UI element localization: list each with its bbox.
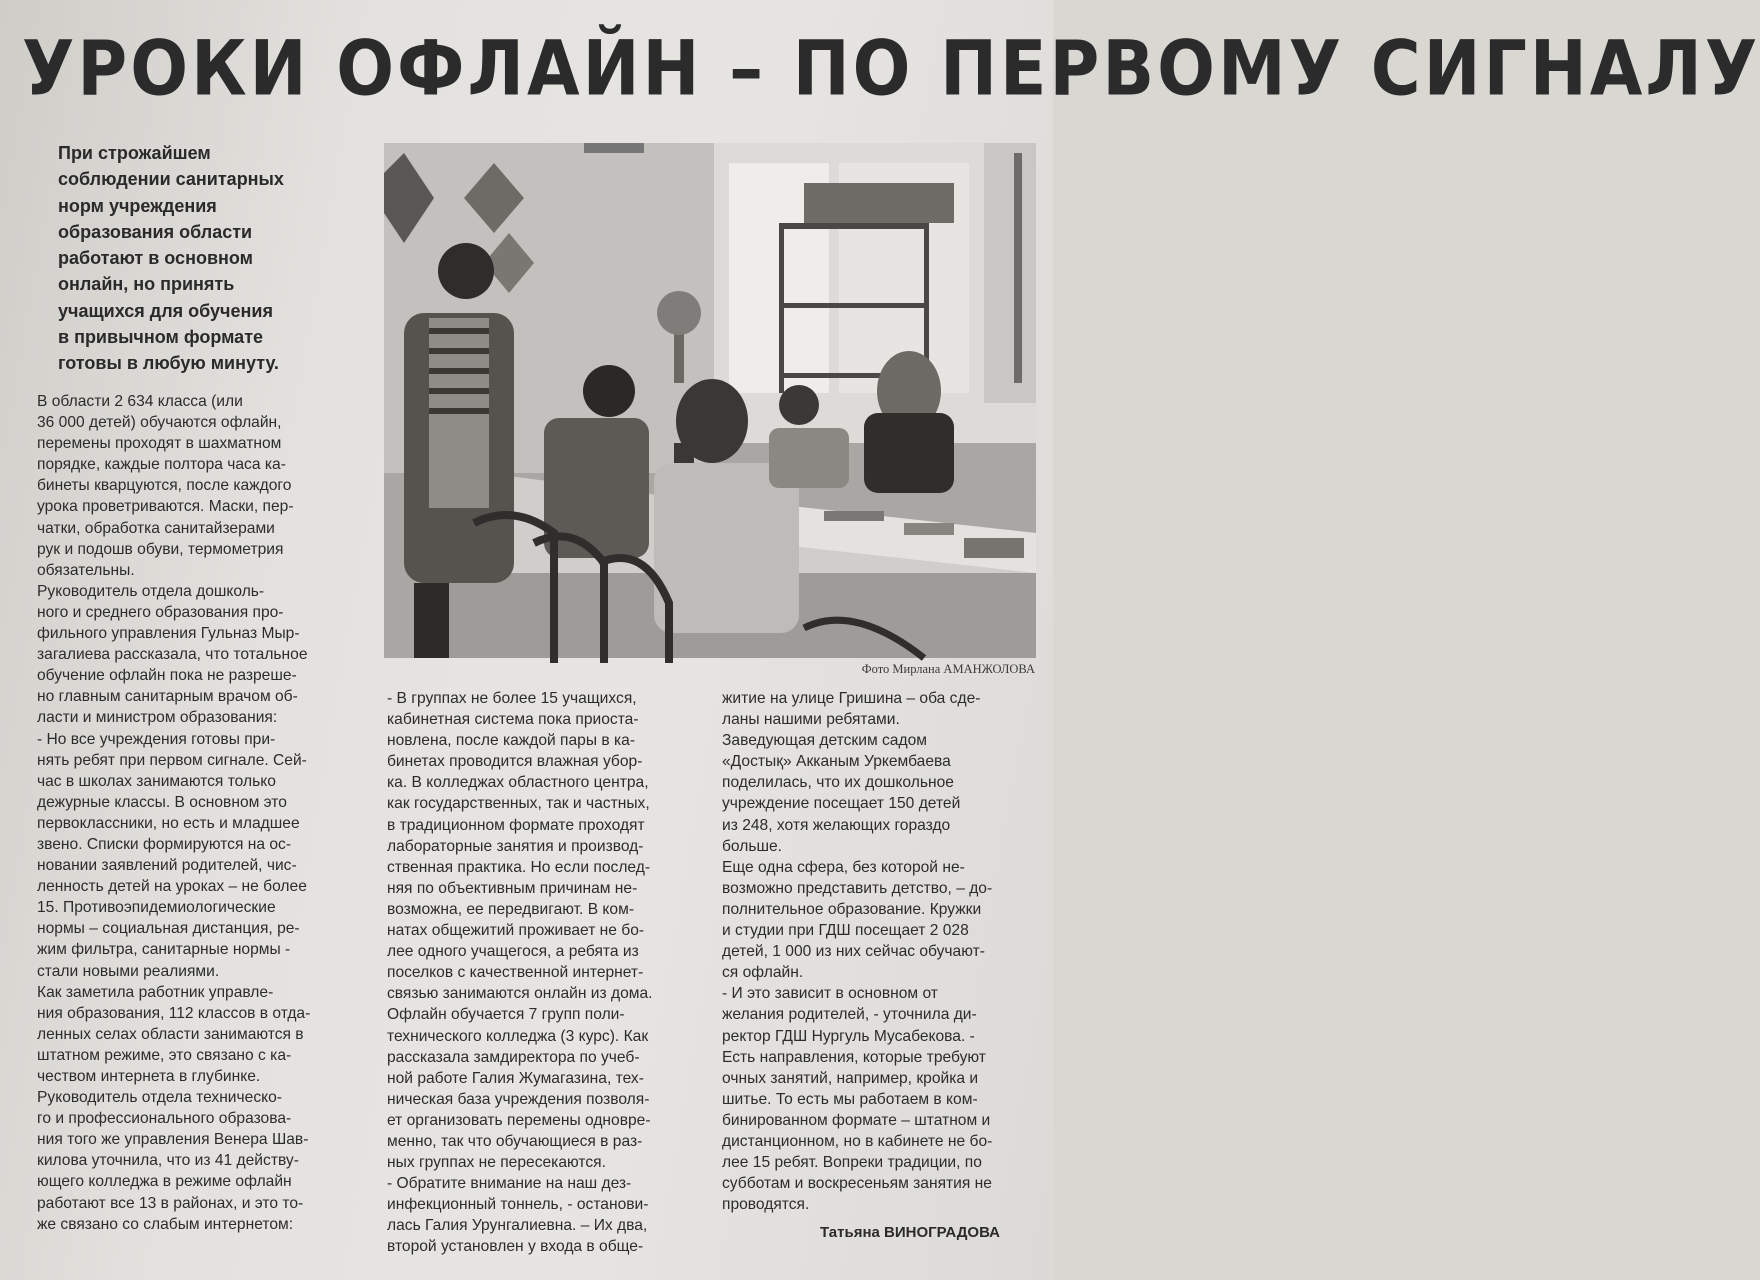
text-line: В области 2 634 класса (или [37, 393, 243, 410]
lead-line: учащихся для обучения [58, 300, 273, 321]
classroom-photo [384, 143, 1036, 658]
text-line: работают все 13 в районах, и это то- [37, 1194, 304, 1212]
text-line: новании заявлений родителей, чис- [37, 857, 297, 875]
text-line: Заведующая детским садом [722, 732, 927, 750]
text-line: связью занимаются онлайн из дома. [387, 985, 653, 1003]
text-line: больше. [722, 837, 782, 855]
text-line: ленность детей на уроках – не более [37, 878, 307, 896]
text-line: жим фильтра, санитарные нормы - [37, 941, 291, 959]
text-line: лабораторные занятия и производ- [387, 837, 644, 855]
text-line: ния того же управления Венера Шав- [37, 1131, 309, 1149]
lead-line: готовы в любую минуту. [58, 353, 279, 374]
text-line: кабинетная система пока приоста- [387, 711, 639, 729]
text-column-1 [37, 391, 359, 1235]
text-line: няя по объективным причинам не- [387, 879, 638, 897]
lead-line: в привычном формате [58, 327, 264, 348]
lead-line: соблюдении санитарных [58, 169, 284, 190]
text-line: ющего колледжа в режиме офлайн [37, 1173, 292, 1191]
text-line: ет организовать перемены одновре- [387, 1111, 651, 1129]
text-line: дежурные классы. В основном это [37, 793, 287, 811]
text-line: обучение офлайн пока не разреше- [37, 667, 297, 685]
text-line: ного и среднего образования про- [37, 603, 284, 621]
text-line: из 248, хотя желающих гораздо [722, 816, 951, 834]
text-line: порядке, каждые полтора часа ка- [37, 456, 286, 474]
text-line: чатки, обработка санитайзерами [37, 519, 275, 537]
text-line: загалиева рассказала, что тотальное [37, 646, 308, 664]
text-line: рассказала замдиректора по учеб- [387, 1048, 640, 1066]
text-line: штатном режиме, это связано с ка- [37, 1046, 292, 1064]
text-line: лась Галия Урунгалиевна. – Их два, [387, 1217, 648, 1235]
text-line: - И это зависит в основном от [722, 985, 938, 1003]
lead-line: работают в основном [58, 248, 253, 269]
text-line: перемены проходят в шахматном [37, 435, 282, 453]
text-line: Есть направления, которые требуют [722, 1048, 986, 1066]
text-line: бинетах проводится влажная убор- [387, 753, 643, 771]
text-line: желания родителей, - уточнила ди- [722, 1006, 977, 1024]
text-line: нять ребят при первом сигнале. Сей- [37, 751, 307, 769]
text-line: ния образования, 112 классов в отда- [37, 1004, 311, 1022]
text-line: менно, так что обучающиеся в раз- [387, 1132, 643, 1150]
text-line: Руководитель отдела дошколь- [37, 582, 265, 600]
text-line: ка. В колледжах областного центра, [387, 774, 649, 792]
text-line: и студии при ГДШ посещает 2 028 [722, 922, 969, 940]
photo-credit: Фото Мирлана АМАНЖОЛОВА [861, 662, 1035, 676]
text-line: 36 000 детей) обучаются офлайн, [37, 414, 282, 432]
lead-line: образования области [58, 221, 253, 242]
text-line: ленных селах области занимаются в [37, 1025, 304, 1043]
text-line: чеством интернета в глубинке. [37, 1068, 261, 1085]
text-line: возможна, ее передвигают. В ком- [387, 900, 635, 918]
text-line: инфекционный тоннель, - останови- [387, 1196, 649, 1214]
text-line: второй установлен у входа в обще- [387, 1238, 644, 1256]
classroom-photo-illustration [384, 143, 1036, 658]
text-line: 15. Противоэпидемиологические [37, 899, 276, 917]
text-line: урока проветриваются. Маски, пер- [37, 498, 294, 516]
text-line: очных занятий, например, кройка и [722, 1069, 979, 1087]
text-line: субботам и воскресеньям занятия не [722, 1175, 992, 1193]
text-line: Еще одна сфера, без которой не- [722, 858, 965, 876]
text-line: ническая база учреждения позволя- [387, 1090, 650, 1108]
text-line: ласти и министром образования: [37, 709, 278, 727]
text-line: ных группах не пересекаются. [387, 1154, 606, 1172]
text-line: дистанционном, но в кабинете не бо- [722, 1132, 993, 1150]
text-line: возможно представить детство, – до- [722, 879, 993, 897]
text-line: рук и подошв обуви, термометрия [37, 540, 284, 558]
text-line: ректор ГДШ Нургуль Мусабекова. - [722, 1027, 975, 1045]
text-line: в традиционном формате проходят [387, 816, 645, 834]
text-line: ся офлайн. [722, 964, 804, 982]
text-line: - Обратите внимание на наш дез- [387, 1175, 632, 1193]
text-line: шитье. То есть мы работаем в ком- [722, 1090, 978, 1108]
lead-line: При строжайшем [58, 143, 211, 163]
text-line: «Достық» Акканым Уркембаева [722, 753, 951, 771]
text-line: бинеты кварцуются, после каждого [37, 477, 292, 495]
text-line: стали новыми реалиями. [37, 962, 220, 980]
text-column-2 [387, 688, 693, 1258]
text-line: поселков с качественной интернет- [387, 964, 644, 982]
text-line: обязательны. [37, 561, 135, 579]
lead-line: норм учреждения [58, 195, 217, 216]
text-line: же связано со слабым интернетом: [37, 1215, 294, 1233]
text-line: натах общежитий проживает не бо- [387, 922, 645, 940]
text-line: фильного управления Гульназ Мыр- [37, 625, 300, 643]
text-line: нормы – социальная дистанция, ре- [37, 920, 300, 938]
text-line: звено. Списки формируются на ос- [37, 835, 292, 853]
text-line: Руководитель отдела техническо- [37, 1089, 282, 1107]
text-line: лее одного учащегося, а ребята из [387, 943, 639, 961]
text-line: первоклассники, но есть и младшее [37, 814, 300, 832]
text-line: учреждение посещает 150 детей [722, 795, 961, 813]
text-line: но главным санитарным врачом об- [37, 688, 298, 706]
text-line: килова уточнила, что из 41 действу- [37, 1152, 299, 1170]
article-headline: УРОКИ ОФЛАЙН – ПО ПЕРВОМУ СИГНАЛУ [22, 25, 1760, 114]
text-column-3 [722, 688, 1030, 1215]
text-line: - В группах не более 15 учащихся, [387, 690, 637, 707]
text-line: Офлайн обучается 7 групп поли- [387, 1006, 625, 1024]
text-line: ственная практика. Но если послед- [387, 858, 651, 876]
text-line: Как заметила работник управле- [37, 983, 274, 1001]
article-author: Татьяна ВИНОГРАДОВА [820, 1224, 1000, 1241]
text-line: полнительное образование. Кружки [722, 900, 982, 918]
lead-line: онлайн, но принять [58, 274, 235, 295]
text-line: - Но все учреждения готовы при- [37, 730, 276, 748]
text-line: проводятся. [722, 1196, 810, 1214]
text-line: бинированном формате – штатном и [722, 1111, 991, 1129]
text-line: детей, 1 000 из них сейчас обучают- [722, 943, 985, 961]
text-line: технического колледжа (3 курс). Как [387, 1027, 649, 1045]
text-line: новлена, после каждой пары в ка- [387, 732, 636, 750]
text-line: ланы нашими ребятами. [722, 711, 900, 729]
text-line: ной работе Галия Жумагазина, тех- [387, 1069, 644, 1087]
text-line: час в школах занимаются только [37, 772, 276, 790]
text-line: как государственных, так и частных, [387, 795, 650, 813]
text-line: лее 15 ребят. Вопреки традиции, по [722, 1154, 982, 1172]
article-lead [58, 140, 358, 377]
text-line: го и профессионального образова- [37, 1110, 292, 1128]
text-line: поделилась, что их дошкольное [722, 774, 954, 792]
text-line: житие на улице Гришина – оба сде- [722, 690, 981, 707]
